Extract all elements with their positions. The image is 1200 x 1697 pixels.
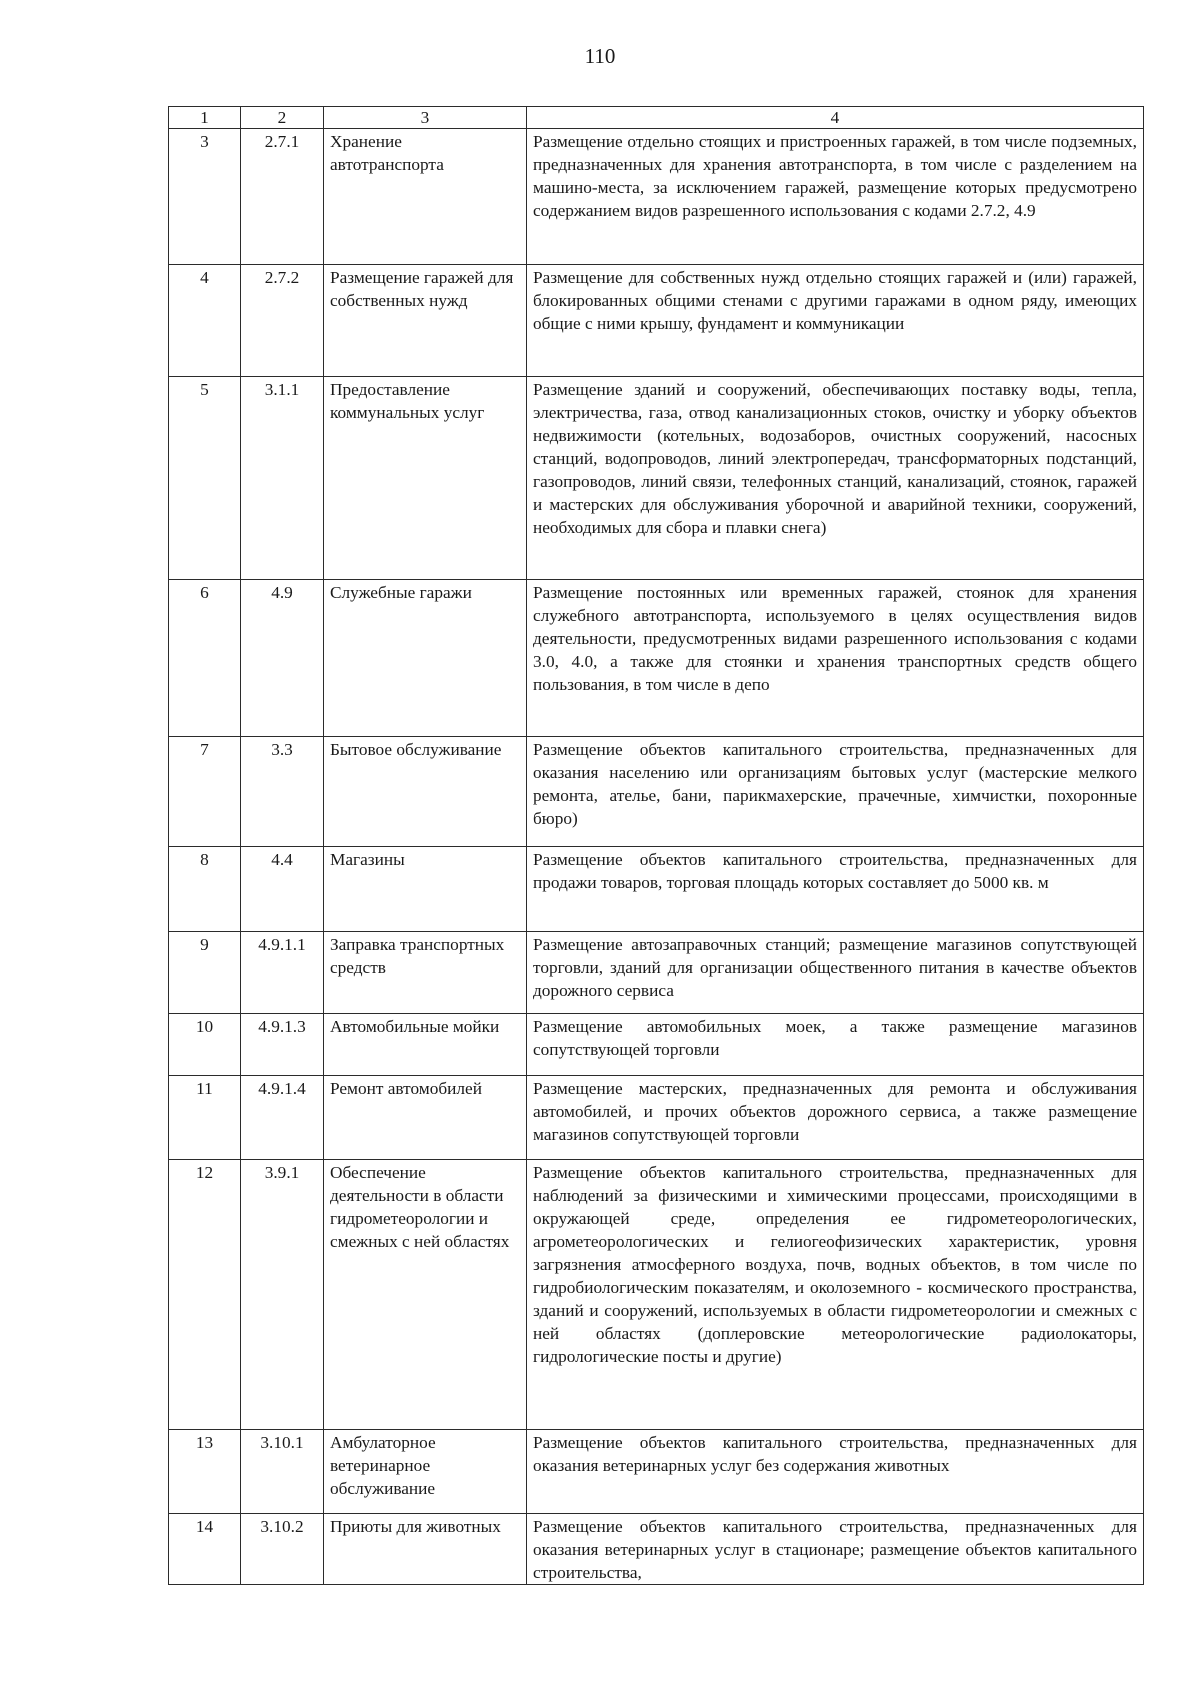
table-row — [169, 737, 1144, 847]
use-name: Хранение автотранспорта — [324, 129, 527, 265]
table-row — [169, 932, 1144, 1014]
use-code: 4.9.1.4 — [241, 1076, 324, 1160]
use-name: Заправка транспортных средств — [324, 932, 527, 1014]
table-row — [169, 847, 1144, 932]
use-code: 3.3 — [241, 737, 324, 847]
row-number: 5 — [169, 377, 241, 580]
use-name: Предоставление коммунальных услуг — [324, 377, 527, 580]
header-cell: 4 — [527, 107, 1144, 129]
use-description: Размещение зданий и сооружений, обеспечивающих поставку воды, тепла, электричества, газа, отвод канализационных стоков, очистку и уборку объектов недвижимости (котельных, водозаборов, очистных сооружений, насосных станций, водопроводов, линий электропередач, трансформаторных подстанций, газопроводов, линий связи, телефонных станций, канализаций, стоянок, гаражей и мастерских для обслуживания уборочной и аварийной техники, сооружений, необходимых для сбора и плавки снега) — [527, 377, 1144, 580]
use-code: 3.10.2 — [241, 1514, 324, 1585]
use-description: Размещение автомобильных моек, а также размещение магазинов сопутствующей торговли — [527, 1014, 1144, 1076]
use-code: 2.7.2 — [241, 265, 324, 377]
use-code: 4.9 — [241, 580, 324, 737]
row-number: 12 — [169, 1160, 241, 1430]
page-number: 110 — [584, 44, 616, 68]
use-code: 3.9.1 — [241, 1160, 324, 1430]
table-row — [169, 580, 1144, 737]
use-description: Размещение объектов капитального строительства, предназначенных для продажи товаров, торговая площадь которых составляет до 5000 кв. м — [527, 847, 1144, 932]
table-row — [169, 1076, 1144, 1160]
use-code: 3.10.1 — [241, 1430, 324, 1514]
use-name: Приюты для животных — [324, 1514, 527, 1585]
use-code: 3.1.1 — [241, 377, 324, 580]
use-code: 4.4 — [241, 847, 324, 932]
land-use-table — [168, 106, 1144, 1585]
row-number: 11 — [169, 1076, 241, 1160]
table-row — [169, 1514, 1144, 1585]
use-name: Бытовое обслуживание — [324, 737, 527, 847]
use-description: Размещение объектов капитального строительства, предназначенных для оказания населению или организациям бытовых услуг (мастерские мелкого ремонта, ателье, бани, парикмахерские, прачечные, химчистки, похоронные бюро) — [527, 737, 1144, 847]
use-description: Размещение объектов капитального строительства, предназначенных для наблюдений за физическими и химическими процессами, происходящими в окружающей среде, определения ее гидрометеорологических, агрометеорологических и гелиогеофизических характеристик, уровня загрязнения атмосферного воздуха, почв, водных объектов, в том числе по гидробиологическим показателям, и околоземного - космического пространства, зданий и сооружений, используемых в области гидрометеорологии и смежных с ней областях (доплеровские метеорологические радиолокаторы, гидрологические посты и другие) — [527, 1160, 1144, 1430]
use-description: Размещение объектов капитального строительства, предназначенных для оказания ветеринарных услуг в стационаре; размещение объектов капитального строительства, — [527, 1514, 1144, 1585]
row-number: 14 — [169, 1514, 241, 1585]
table-row — [169, 129, 1144, 265]
use-name: Служебные гаражи — [324, 580, 527, 737]
row-number: 9 — [169, 932, 241, 1014]
use-description: Размещение автозаправочных станций; размещение магазинов сопутствующей торговли, зданий для организации общественного питания в качестве объектов дорожного сервиса — [527, 932, 1144, 1014]
header-cell: 3 — [324, 107, 527, 129]
use-name: Обеспечение деятельности в области гидрометеорологии и смежных с ней областях — [324, 1160, 527, 1430]
row-number: 7 — [169, 737, 241, 847]
use-description: Размещение для собственных нужд отдельно стоящих гаражей и (или) гаражей, блокированных общими стенами с другими гаражами в одном ряду, имеющих общие с ними крышу, фундамент и коммуникации — [527, 265, 1144, 377]
use-description: Размещение отдельно стоящих и пристроенных гаражей, в том числе подземных, предназначенных для хранения автотранспорта, в том числе с разделением на машино-места, за исключением гаражей, размещение которых предусмотрено содержанием видов разрешенного использования с кодами 2.7.2, 4.9 — [527, 129, 1144, 265]
row-number: 3 — [169, 129, 241, 265]
use-description: Размещение мастерских, предназначенных для ремонта и обслуживания автомобилей, и прочих объектов дорожного сервиса, а также размещение магазинов сопутствующей торговли — [527, 1076, 1144, 1160]
use-description: Размещение постоянных или временных гаражей, стоянок для хранения служебного автотранспорта, используемого в целях осуществления видов деятельности, предусмотренных видами разрешенного использования с кодами 3.0, 4.0, а также для стоянки и хранения транспортных средств общего пользования, в том числе в депо — [527, 580, 1144, 737]
use-name: Размещение гаражей для собственных нужд — [324, 265, 527, 377]
use-description: Размещение объектов капитального строительства, предназначенных для оказания ветеринарных услуг без содержания животных — [527, 1430, 1144, 1514]
row-number: 13 — [169, 1430, 241, 1514]
use-name: Амбулаторное ветеринарное обслуживание — [324, 1430, 527, 1514]
header-cell: 2 — [241, 107, 324, 129]
row-number: 4 — [169, 265, 241, 377]
row-number: 6 — [169, 580, 241, 737]
header-cell: 1 — [169, 107, 241, 129]
use-name: Ремонт автомобилей — [324, 1076, 527, 1160]
column-number-header — [169, 107, 1144, 129]
use-name: Автомобильные мойки — [324, 1014, 527, 1076]
row-number: 8 — [169, 847, 241, 932]
use-code: 2.7.1 — [241, 129, 324, 265]
use-code: 4.9.1.3 — [241, 1014, 324, 1076]
table-row — [169, 1014, 1144, 1076]
use-code: 4.9.1.1 — [241, 932, 324, 1014]
table-row — [169, 1160, 1144, 1430]
table-row — [169, 265, 1144, 377]
row-number: 10 — [169, 1014, 241, 1076]
table-row — [169, 377, 1144, 580]
table-row — [169, 1430, 1144, 1514]
use-name: Магазины — [324, 847, 527, 932]
